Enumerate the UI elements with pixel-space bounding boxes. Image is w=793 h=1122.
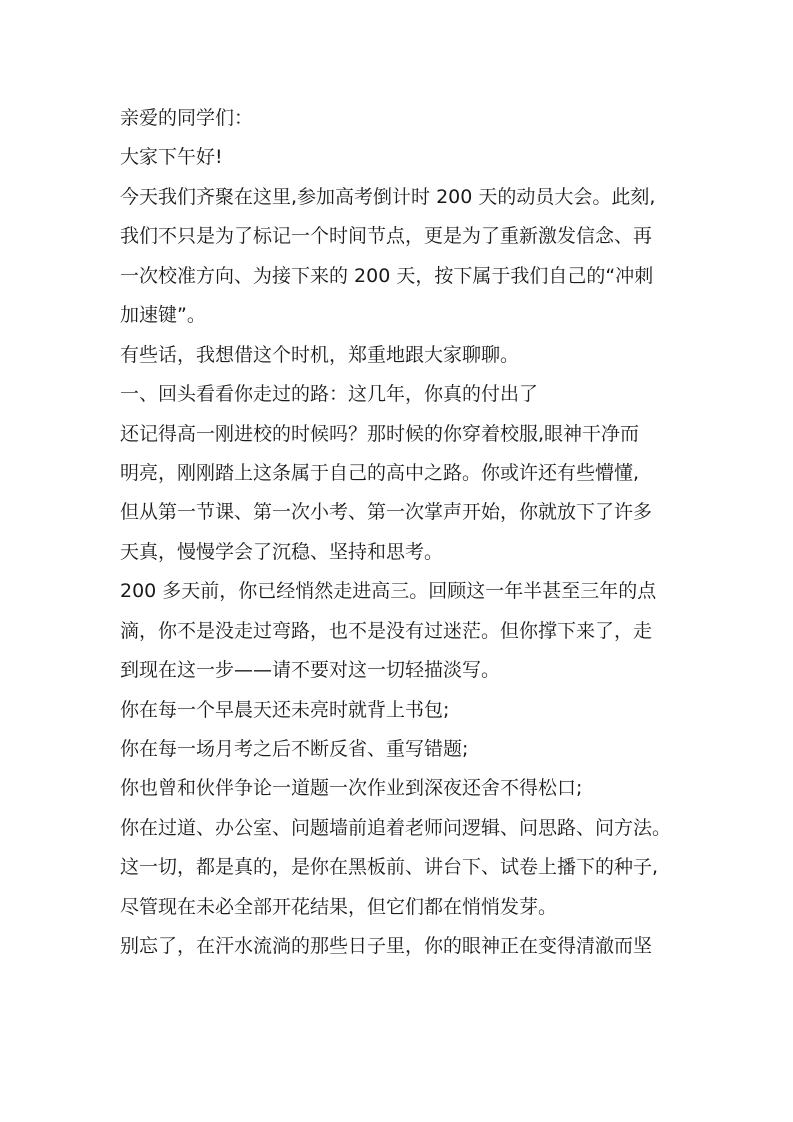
text-line: 到现在这一步——请不要对这一切轻描淡写。 [120,659,501,682]
text-line: 200 多天前，你已经悄然走进高三。回顾这一年半甚至三年的点 [120,580,657,603]
text-line: 有些话，我想借这个时机，郑重地跟大家聊聊。 [120,343,520,366]
text-line: 你在过道、办公室、问题墙前追着老师问逻辑、问思路、问方法。 [120,816,672,839]
text-line: 亲爱的同学们： [120,107,254,129]
text-line: 大家下午好! [120,146,223,169]
text-line: 一次校准方向、为接下来的 200 天，按下属于我们自己的“冲刺 [120,264,654,287]
text-line: 你在每一场月考之后不断反省、重写错题; [120,738,469,760]
text-line: 今天我们齐聚在这里,参加高考倒计时 200 天的动员大会。此刻, [120,185,656,208]
text-line: 滴，你不是没走过弯路，也不是没有过迷茫。但你撑下来了，走 [120,619,653,642]
text-line: 还记得高一刚进校的时候吗？那时候的你穿着校服,眼神干净而 [120,422,640,445]
text-line: 你也曾和伙伴争论一道题一次作业到深夜还舍不得松口; [120,777,583,800]
text-line: 别忘了，在汗水流淌的那些日子里，你的眼神正在变得清澈而坚 [120,935,653,958]
text-line: 尽管现在未必全部开花结果，但它们都在悄悄发芽。 [120,895,558,918]
text-line: 这一切，都是真的，是你在黑板前、讲台下、试卷上播下的种子, [120,856,659,879]
text-line: 天真，慢慢学会了沉稳、坚持和思考。 [120,540,444,563]
text-line: 但从第一节课、第一次小考、第一次掌声开始，你就放下了许多 [120,501,653,524]
text-line: 明亮，刚刚踏上这条属于自己的高中之路。你或许还有些懵懂, [120,461,640,484]
document-body [120,99,680,967]
text-line: 你在每一个早晨天还未亮时就背上书包; [120,698,450,721]
text-line: 加速键”。 [120,304,206,327]
text-line: 一、回头看看你走过的路：这几年，你真的付出了 [120,383,539,406]
text-line: 我们不只是为了标记一个时间节点，更是为了重新激发信念、再 [120,225,653,248]
